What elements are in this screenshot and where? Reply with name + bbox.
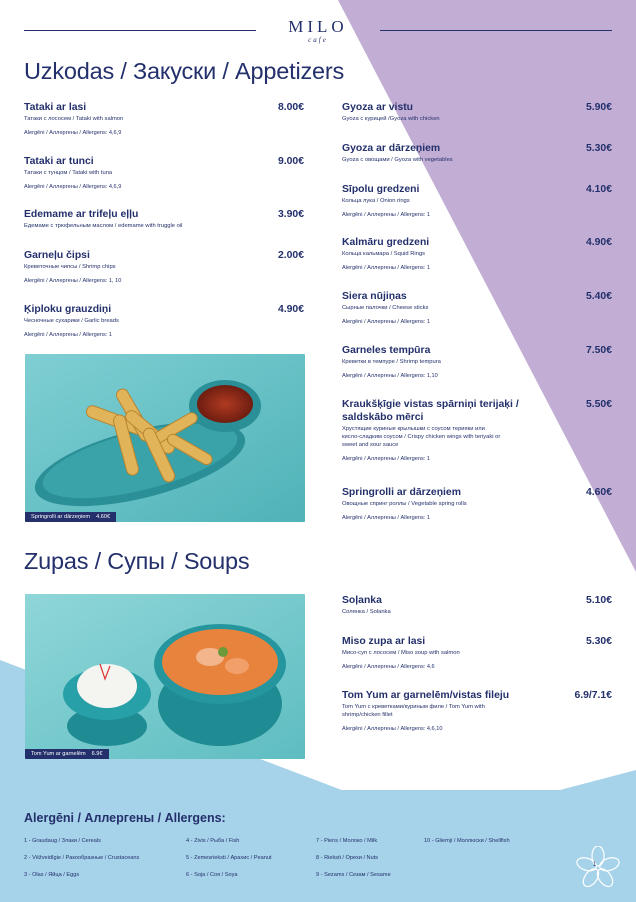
item-desc: Татаки с лососем / Tataki with salmon: [24, 116, 124, 122]
menu-item-miso-soup: [342, 635, 612, 671]
item-name: Kalmāru gredzeni: [342, 237, 430, 248]
tom-yum-photo-tag: [25, 749, 109, 759]
sky-bottom-band: [0, 790, 636, 902]
item-allergens: Alergēni / Аллергены / Allergens: 1, 10: [24, 278, 122, 284]
item-allergens: Alergēni / Аллергены / Allergens: 1: [24, 332, 113, 338]
item-name: Siera nūjiņas: [342, 291, 407, 302]
item-allergens: Alergēni / Аллергены / Allergens: 4,6,9: [24, 184, 122, 190]
item-desc: Gyoza с курицей /Gyoza with chicken: [342, 116, 440, 122]
item-name: Springrolli ar dārzeņiem: [342, 487, 461, 498]
item-desc: Хрустящие куриные крылышки с соусом терияки или кисло-сладким соусом / Crispy chicken wings with teriyaki or sweet and sour sauce: [342, 426, 501, 448]
item-price: 5.90€: [585, 102, 612, 113]
sky-right-corner: [560, 770, 636, 790]
item-price: 2.00€: [277, 250, 304, 261]
item-price: 5.10€: [585, 595, 612, 606]
item-desc: Чесночные сухарики / Garlic breads: [24, 318, 119, 324]
brand-sub: cafe: [308, 36, 328, 44]
tom-yum-illustration: [25, 594, 305, 759]
item-price: 5.30€: [585, 636, 612, 647]
menu-item-squid-rings: [342, 236, 612, 272]
item-allergens: Alergēni / Аллергены / Allergens: 1: [342, 265, 431, 271]
item-desc: Креветки в темпуре / Shrimp tempura: [342, 359, 441, 365]
item-name: Garneles tempūra: [342, 345, 431, 356]
item-name: Garneļu čipsi: [24, 250, 90, 261]
item-name: Gyoza ar vistu: [342, 102, 414, 113]
flower-decoration-icon: [576, 846, 620, 890]
menu-item-edemame: [24, 208, 304, 230]
menu-item-tataki-tuna: [24, 155, 304, 191]
appetizers-title: Uzkodas / Закуски / Appetizers: [24, 58, 345, 84]
item-desc: Овощные спринг роллы / Vegetable spring rolls: [342, 501, 467, 507]
item-allergens: Alergēni / Аллергены / Allergens: 4,6: [342, 664, 435, 670]
header-rule-left: [24, 30, 256, 31]
item-price: 5.40€: [585, 291, 612, 302]
item-desc: Татаки с тунцом / Tataki with tuna: [24, 170, 113, 176]
item-price: 4.10€: [585, 184, 612, 195]
item-price: 3.90€: [277, 209, 304, 220]
header-rule-right: [380, 30, 612, 31]
item-allergens: Alergēni / Аллергены / Allergens: 1: [342, 319, 431, 325]
item-name: Edemame ar trifeļu eļļu: [24, 209, 139, 220]
legend-item-6: 6 - Soja / Соя / Soya: [186, 872, 238, 878]
allergens-legend-title: Alergēni / Аллергены / Allergens:: [24, 811, 226, 825]
item-allergens: Alergēni / Аллергены / Allergens: 1,10: [342, 373, 438, 379]
item-allergens: Alergēni / Аллергены / Allergens: 1: [342, 456, 431, 462]
item-price: 5.30€: [585, 143, 612, 154]
menu-item-solanka: [342, 594, 612, 616]
item-name: Gyoza ar dārzeņiem: [342, 143, 441, 154]
legend-item-7: 7 - Piens / Молоко / Milk: [316, 838, 378, 844]
menu-item-shrimp-chips: [24, 249, 304, 285]
item-price: 4.90€: [277, 304, 304, 315]
item-desc: Кольца лука / Onion rings: [342, 198, 410, 204]
item-price: 8.00€: [277, 102, 304, 113]
legend-item-3: 3 - Olas / Яйца / Eggs: [24, 872, 80, 878]
springrolls-illustration: [25, 354, 305, 522]
item-desc: Tom Yum с креветками/куриным филе / Tom Yum with shrimp/chicken fillet: [342, 704, 485, 718]
photo-price: 4.60€: [96, 514, 111, 520]
item-name: Tataki ar tunci: [24, 156, 94, 167]
item-desc: Gyoza с овощами / Gyoza with vegetables: [342, 157, 453, 163]
item-desc: Сырные палочки / Cheese sticks: [342, 305, 429, 311]
item-desc: Едемаме с трюфельным маслом / edemame with truggle oil: [24, 223, 183, 229]
legend-item-5: 5 - Zemesrieksti / Арахис / Peanut: [186, 855, 272, 861]
item-desc: Креветочные чипсы / Shrimp chips: [24, 264, 116, 270]
brand-logo: [282, 18, 354, 44]
item-name: Ķiploku grauzdiņi: [24, 304, 112, 315]
springrolls-photo: [25, 354, 305, 522]
item-desc: Солянка / Solanka: [342, 609, 391, 615]
legend-item-10: 10 - Gliemji / Моллюски / Shellfish: [424, 838, 510, 844]
soups-title: Zupas / Супы / Soups: [24, 548, 250, 574]
menu-item-gyoza-vegetables: [342, 142, 612, 164]
springrolls-photo-tag: [25, 512, 116, 522]
menu-item-onion-rings: [342, 183, 612, 219]
legend-item-4: 4 - Zivis / Рыба / Fish: [186, 838, 240, 844]
legend-item-8: 8 - Rieksti / Орехи / Nuts: [316, 855, 379, 861]
menu-item-tom-yum: [342, 689, 612, 733]
item-price: 6.9/7.1€: [574, 690, 612, 701]
menu-item-shrimp-tempura: [342, 344, 612, 380]
item-allergens: Alergēni / Аллергены / Allergens: 1: [342, 515, 431, 521]
brand-name: MILO: [288, 17, 348, 36]
page-number: 1: [593, 862, 597, 868]
item-name: Soļanka: [342, 595, 382, 606]
item-price: 4.60€: [585, 487, 612, 498]
menu-item-gyoza-chicken: [342, 101, 612, 123]
menu-item-spring-rolls: [342, 486, 612, 522]
tom-yum-photo: [25, 594, 305, 759]
item-price: 7.50€: [585, 345, 612, 356]
item-name: Kraukšķīgie vistas spārniņi terijaķi / saldskābo mērci: [342, 399, 519, 423]
photo-label: Springrolli ar dārzeņiem: [31, 514, 91, 520]
item-desc: Мисо-суп с лососем / Miso soup with salmon: [342, 650, 460, 656]
legend-item-9: 9 - Sezams / Сезам / Sesame: [316, 872, 391, 878]
item-price: 5.50€: [585, 399, 612, 410]
item-allergens: Alergēni / Аллергены / Allergens: 4,6,9: [24, 130, 122, 136]
item-allergens: Alergēni / Аллергены / Allergens: 1: [342, 212, 431, 218]
legend-item-1: 1 - Graudaug / Злаки / Cereals: [24, 838, 101, 844]
legend-item-2: 2 - Vēžveidīgie / Ракообразные / Crustaceans: [24, 855, 140, 861]
item-name: Miso zupa ar lasi: [342, 636, 426, 647]
menu-item-tataki-salmon: [24, 101, 304, 137]
item-name: Tataki ar lasi: [24, 102, 87, 113]
item-price: 9.00€: [277, 156, 304, 167]
item-allergens: Alergēni / Аллергены / Allergens: 4,6,10: [342, 726, 443, 732]
item-name: Sīpolu gredzeni: [342, 184, 420, 195]
photo-label: Tom Yum ar garnelēm: [31, 751, 86, 757]
item-desc: Кольца кальмара / Squid Rings: [342, 251, 426, 257]
photo-price: 6.9€: [91, 751, 103, 757]
menu-item-cheese-sticks: [342, 290, 612, 326]
item-name: Tom Yum ar garnelēm/vistas fileju: [342, 690, 510, 701]
menu-item-chicken-wings: [342, 398, 612, 463]
item-price: 4.90€: [585, 237, 612, 248]
menu-item-garlic-breads: [24, 303, 304, 339]
